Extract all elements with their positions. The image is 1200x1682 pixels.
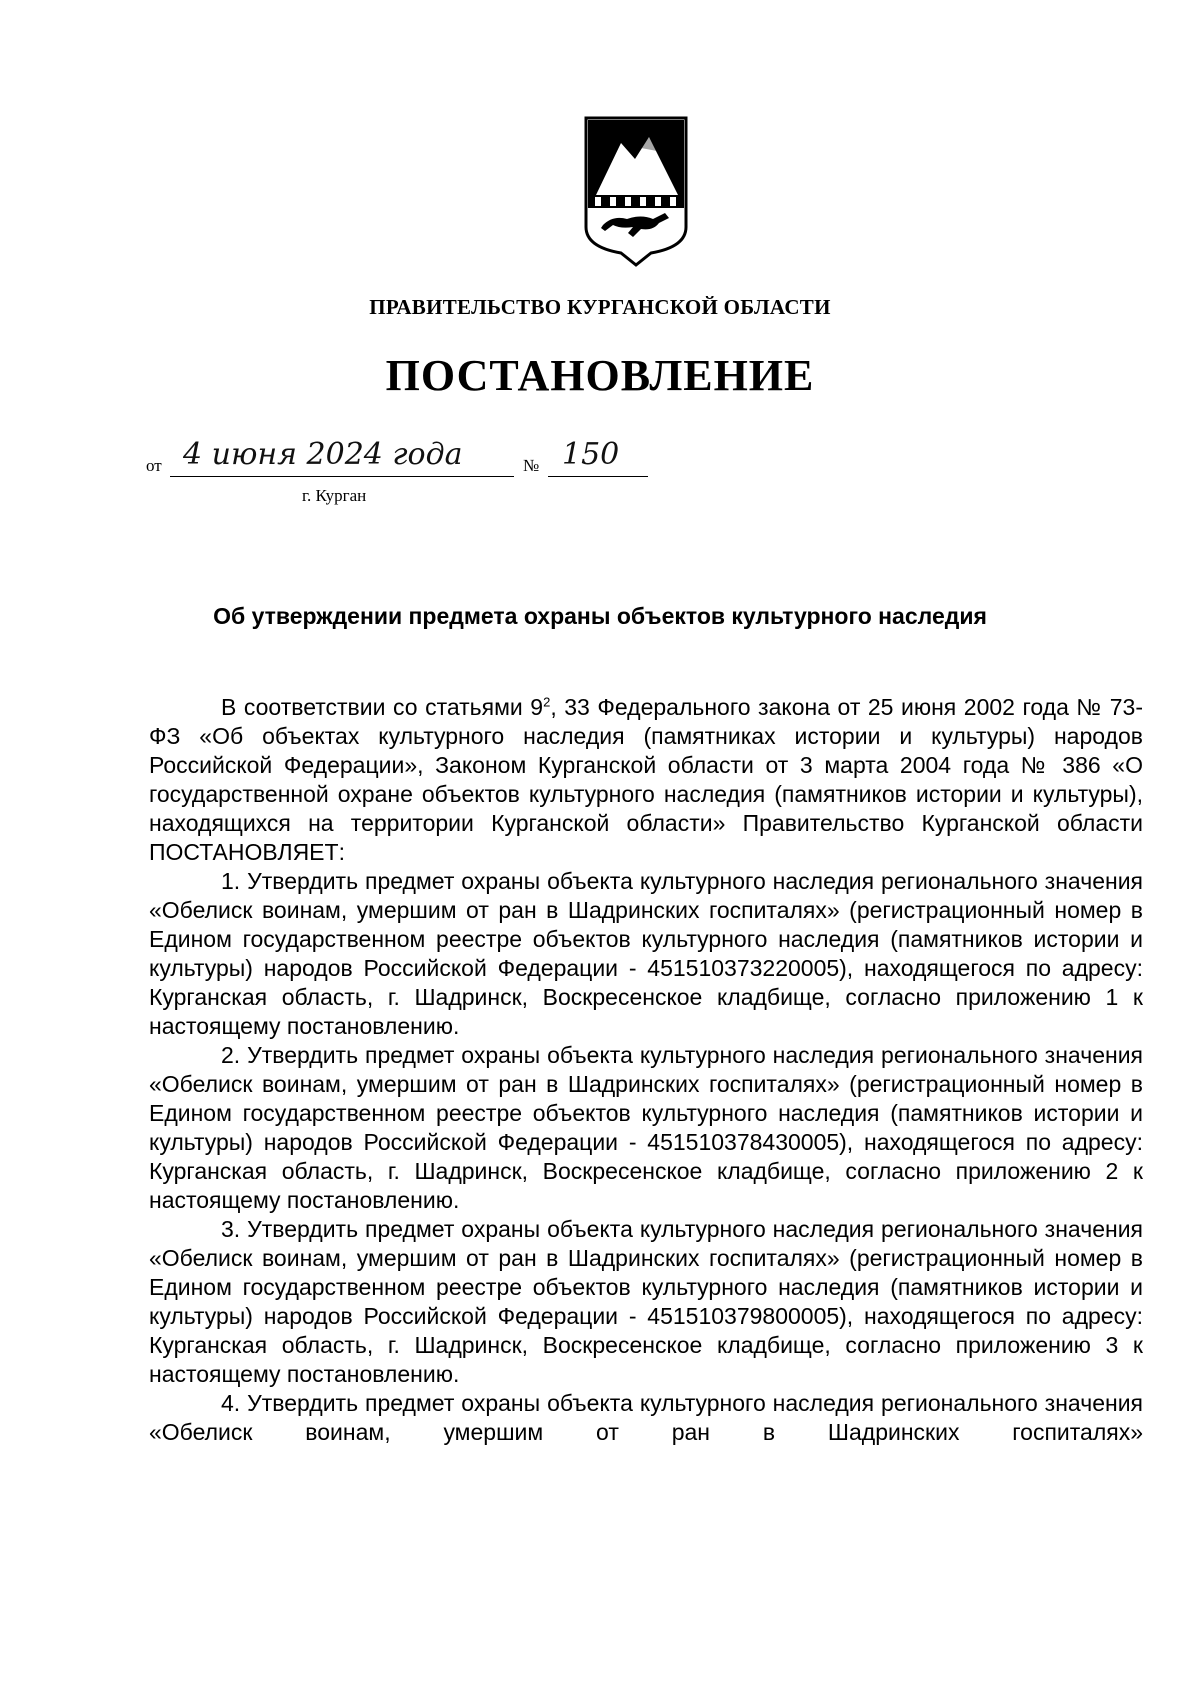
city-name: г. Курган <box>302 486 367 505</box>
kurgan-oblast-coat-of-arms-icon <box>583 115 689 267</box>
preamble-paragraph <box>149 693 1143 867</box>
preamble-text-end: , 33 Федерального закона от 25 июня 2002 года № 73-ФЗ «Об объектах культурного наследия (памятниках истории и культуры) народов Российской Федерации», Законом Курганской области от 3 марта 2004 года № 386 «О государственной охране объектов культурного наследия (памятников истории и культуры), находящихся на территории Курганской области» Правительство Курганской области ПОСТАНОВЛЯЕТ: <box>149 694 1144 865</box>
number-underline <box>548 476 648 477</box>
number-label: № <box>523 456 540 475</box>
date-prefix: от <box>146 456 162 475</box>
document-title: Об утверждении предмета охраны объектов культурного наследия <box>213 603 987 629</box>
resolution-item-1: 1. Утвердить предмет охраны объекта культурного наследия регионального значения «Обелиск воинам, умершим от ран в Шадринских госпиталях» (регистрационный номер в Едином государственном реестре объектов культурного наследия (памятников истории и культуры) народов Российской Федерации - 451510373220005), находящегося по адресу: Курганская область, г. Шадринск, Воскресенское кладбище, согласно приложению 1 к настоящему постановлению. <box>149 868 1143 1039</box>
resolution-item-4: 4. Утвердить предмет охраны объекта культурного наследия регионального значения «Обелиск воинам, умершим от ран в Шадринских госпиталях» <box>149 1390 1143 1445</box>
document-body <box>149 693 1143 1447</box>
date-underline <box>170 476 514 477</box>
handwritten-date: 4 июня 2024 года <box>183 437 463 472</box>
handwritten-number: 150 <box>562 437 620 472</box>
resolution-item-3: 3. Утвердить предмет охраны объекта культурного наследия регионального значения «Обелиск воинам, умершим от ран в Шадринских госпиталях» (регистрационный номер в Едином государственном реестре объектов культурного наследия (памятников истории и культуры) народов Российской Федерации - 451510379800005), находящегося по адресу: Курганская область, г. Шадринск, Воскресенское кладбище, согласно приложению 3 к настоящему постановлению. <box>149 1216 1143 1387</box>
article-superscript: 2 <box>543 694 551 710</box>
resolution-item-2: 2. Утвердить предмет охраны объекта культурного наследия регионального значения «Обелиск воинам, умершим от ран в Шадринских госпиталях» (регистрационный номер в Едином государственном реестре объектов культурного наследия (памятников истории и культуры) народов Российской Федерации - 451510378430005), находящегося по адресу: Курганская область, г. Шадринск, Воскресенское кладбище, согласно приложению 2 к настоящему постановлению. <box>149 1042 1143 1213</box>
preamble-text-start: В соответствии со статьями 9 <box>221 694 544 720</box>
organization-name: ПРАВИТЕЛЬСТВО КУРГАНСКОЙ ОБЛАСТИ <box>369 295 831 319</box>
document-type-heading: ПОСТАНОВЛЕНИЕ <box>385 351 815 400</box>
